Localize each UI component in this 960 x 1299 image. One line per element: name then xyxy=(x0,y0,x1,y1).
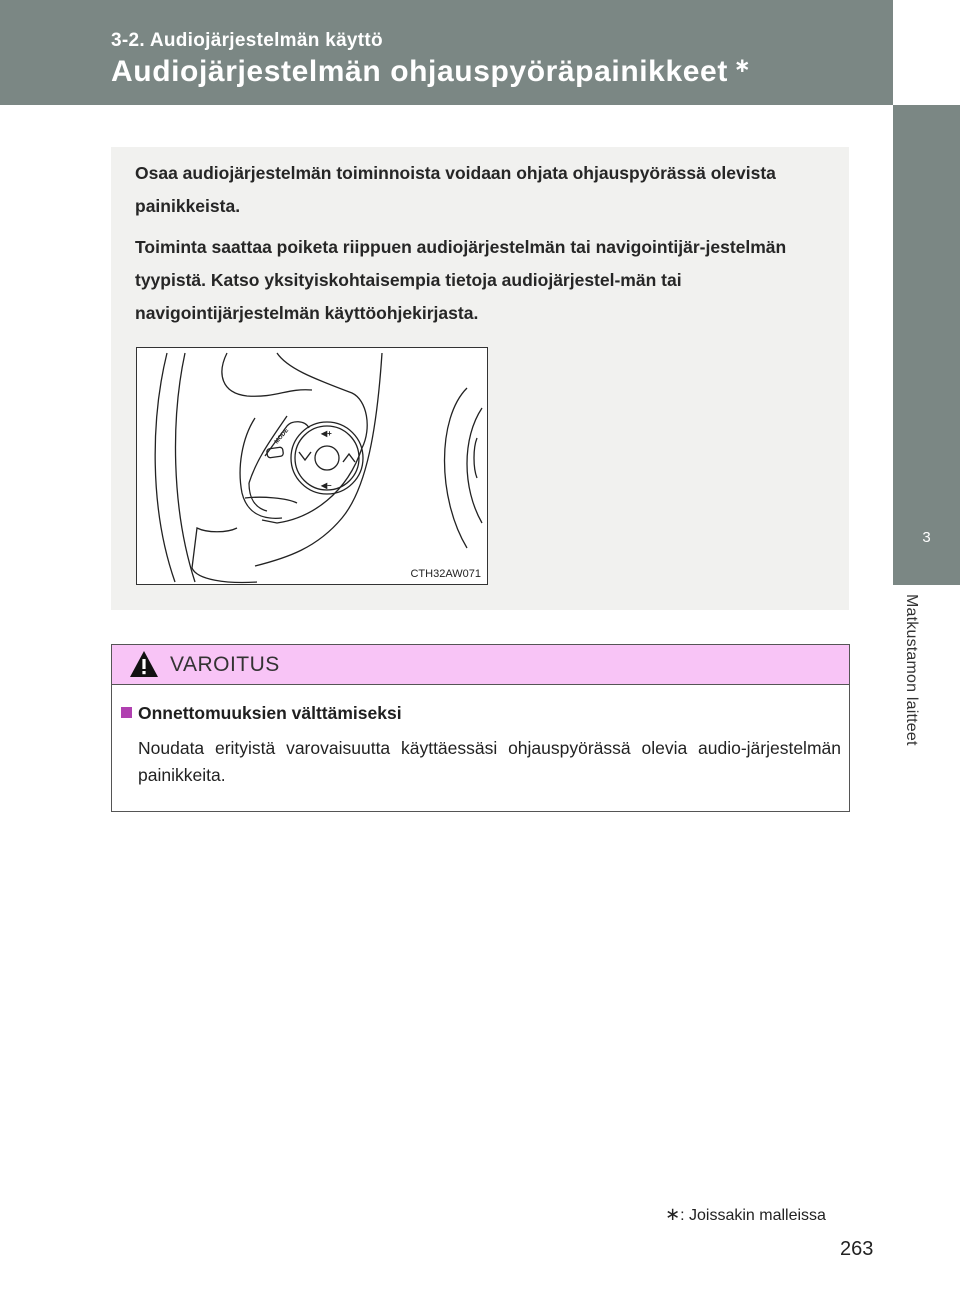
svg-text:◀–: ◀– xyxy=(321,481,332,490)
footnote-asterisk: ∗ xyxy=(665,1204,681,1224)
page-header xyxy=(0,0,893,105)
figure-code: CTH32AW071 xyxy=(410,568,481,580)
title-asterisk: ∗ xyxy=(733,55,752,77)
warning-box xyxy=(111,644,850,812)
page-title-text: Audiojärjestelmän ohjauspyöräpainikkeet xyxy=(111,55,728,88)
section-heading: 3-2. Audiojärjestelmän käyttö xyxy=(111,30,383,51)
footnote xyxy=(665,1204,826,1225)
side-top-spacer xyxy=(893,0,960,105)
mode-label: MODE xyxy=(273,427,291,446)
page-number: 263 xyxy=(840,1238,874,1260)
steering-wheel-illustration xyxy=(136,347,488,585)
svg-text:◀+: ◀+ xyxy=(321,429,332,438)
footnote-text: : Joissakin malleissa xyxy=(680,1207,826,1224)
bullet-square-icon xyxy=(121,707,132,718)
steering-wheel-drawing xyxy=(137,348,487,584)
chapter-label: Matkustamon laitteet xyxy=(903,594,920,746)
warning-icon xyxy=(129,649,159,679)
warning-label: VAROITUS xyxy=(170,653,280,676)
warning-header xyxy=(112,645,849,685)
warning-subheading: Onnettomuuksien välttämiseksi xyxy=(138,703,402,723)
chapter-number: 3 xyxy=(922,529,931,546)
page-title xyxy=(111,55,751,89)
intro-paragraph-2: Toiminta saattaa poiketa riippuen audiojärjestelmän tai navigointijär-jestelmän tyypistä. Katso yksityiskohtaisempia tietoja audiojärjestel-män tai navigointijärjestelmän käyttöohjekirjasta. xyxy=(135,237,787,323)
chapter-tab xyxy=(893,105,960,585)
warning-body: Noudata erityistä varovaisuutta käyttäessäsi ohjauspyörässä olevia audio-järjestelmän painikkeita. xyxy=(138,738,841,785)
intro-paragraph-1: Osaa audiojärjestelmän toiminnoista voidaan ohjata ohjauspyörässä olevista painikkeista. xyxy=(135,163,776,216)
